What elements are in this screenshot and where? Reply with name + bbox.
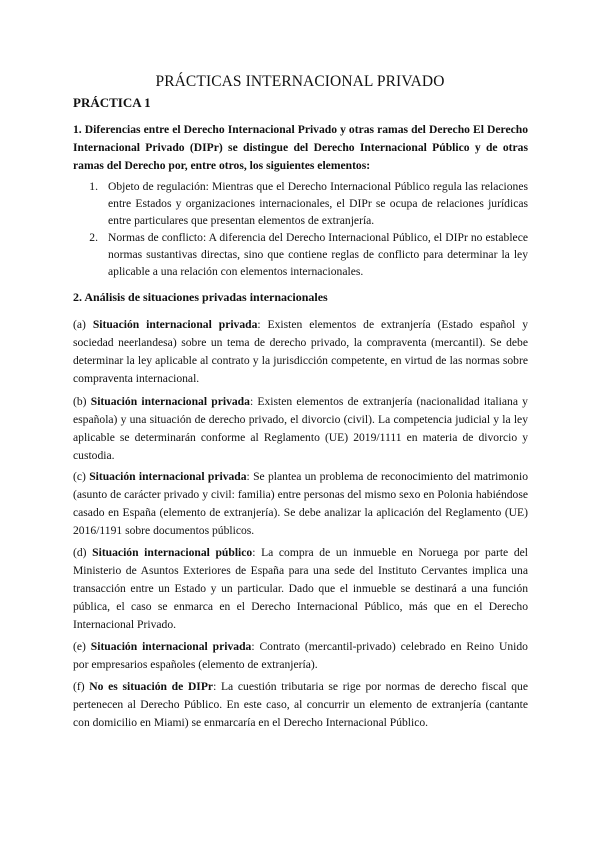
case-text: : Se plantea un problema de reconocimiento del matrimonio (asunto de carácter privado y civil: familia) entre personas del mismo sexo en Polonia habiéndose casado en España (elemento de extranjería). Se debe analizar la aplicación del Reglamento (UE) 2016/1191 sobre documentos públicos.	[73, 470, 528, 537]
case-heading: Situación internacional privada	[90, 395, 250, 408]
list-item	[73, 178, 528, 229]
list-item-number: 2.	[89, 231, 98, 244]
case-heading: No es situación de DIPr	[89, 680, 214, 693]
case-text: : La cuestión tributaria se rige por normas de derecho fiscal que pertenecen al Derecho Público. En este caso, al concurrir un elemento de extranjería (cantante con domicilio en Miami) se enmarcaría en el Derecho Internacional Público.	[73, 680, 529, 729]
case-text: : Existen elementos de extranjería (nacionalidad italiana y española) y una situación de derecho privado, el divorcio (civil). La competencia judicial y la ley aplicable se determinarán conforme al Reglamento (UE) 2019/1111 en materia de divorcio y custodia.	[73, 395, 528, 462]
list-item-number: 1.	[89, 180, 98, 193]
case-heading: Situación internacional privada	[89, 470, 247, 483]
case-text: : Contrato (mercantil-privado) celebrado en Reino Unido por empresarios españoles (elemento de extranjería).	[73, 640, 528, 671]
case-a	[73, 316, 528, 388]
case-label: (f)	[73, 680, 85, 693]
differences-list	[73, 178, 528, 280]
case-label: (b)	[73, 395, 87, 408]
case-d	[73, 544, 528, 634]
case-label: (c)	[73, 470, 86, 483]
case-heading: Situación internacional público	[92, 546, 253, 559]
question-2: 2. Análisis de situaciones privadas internacionales	[73, 290, 328, 304]
case-label: (a)	[73, 318, 86, 331]
list-item-text: Objeto de regulación: Mientras que el Derecho Internacional Público regula las relaciones entre Estados y organizaciones internacionales, el DIPr se ocupa de relaciones jurídicas entre particulares que presentan elementos de extranjería.	[108, 180, 528, 227]
case-e	[73, 638, 528, 674]
practice-heading: PRÁCTICA 1	[73, 95, 151, 110]
case-text: : La compra de un inmueble en Noruega por parte del Ministerio de Asuntos Exteriores de España para una sede del Instituto Cervantes implica una transacción entre un Estado y un particular. Dado que el inmueble se destinará a una función pública, el caso se enmarca en el Derecho Internacional Público, más que en el Derecho Internacional Privado.	[73, 546, 528, 631]
question-1: 1. Diferencias entre el Derecho Internacional Privado y otras ramas del Derecho El Derecho Internacional Privado (DIPr) se distingue del Derecho Internacional Público y de otras ramas del Derecho por, entre otros, los siguientes elementos:	[73, 123, 528, 172]
case-label: (d)	[73, 546, 87, 559]
document-title: PRÁCTICAS INTERNACIONAL PRIVADO	[155, 73, 445, 90]
list-item	[73, 229, 528, 280]
case-b	[73, 393, 528, 465]
case-f	[73, 678, 528, 732]
case-c	[73, 468, 528, 540]
case-heading: Situación internacional privada	[90, 640, 252, 653]
case-heading: Situación internacional privada	[92, 318, 258, 331]
list-item-text: Normas de conflicto: A diferencia del Derecho Internacional Público, el DIPr no establece normas sustantivas directas, sino que contiene reglas de conflicto para determinar la ley aplicable a una relación con elementos internacionales.	[108, 231, 528, 278]
case-text: : Existen elementos de extranjería (Estado español y sociedad neerlandesa) sobre un tema de derecho privado, la compraventa (mercantil). Se debe determinar la ley aplicable al contrato y la jurisdicción competente, en virtud de las normas sobre compraventa internacional.	[73, 318, 529, 385]
case-label: (e)	[73, 640, 86, 653]
